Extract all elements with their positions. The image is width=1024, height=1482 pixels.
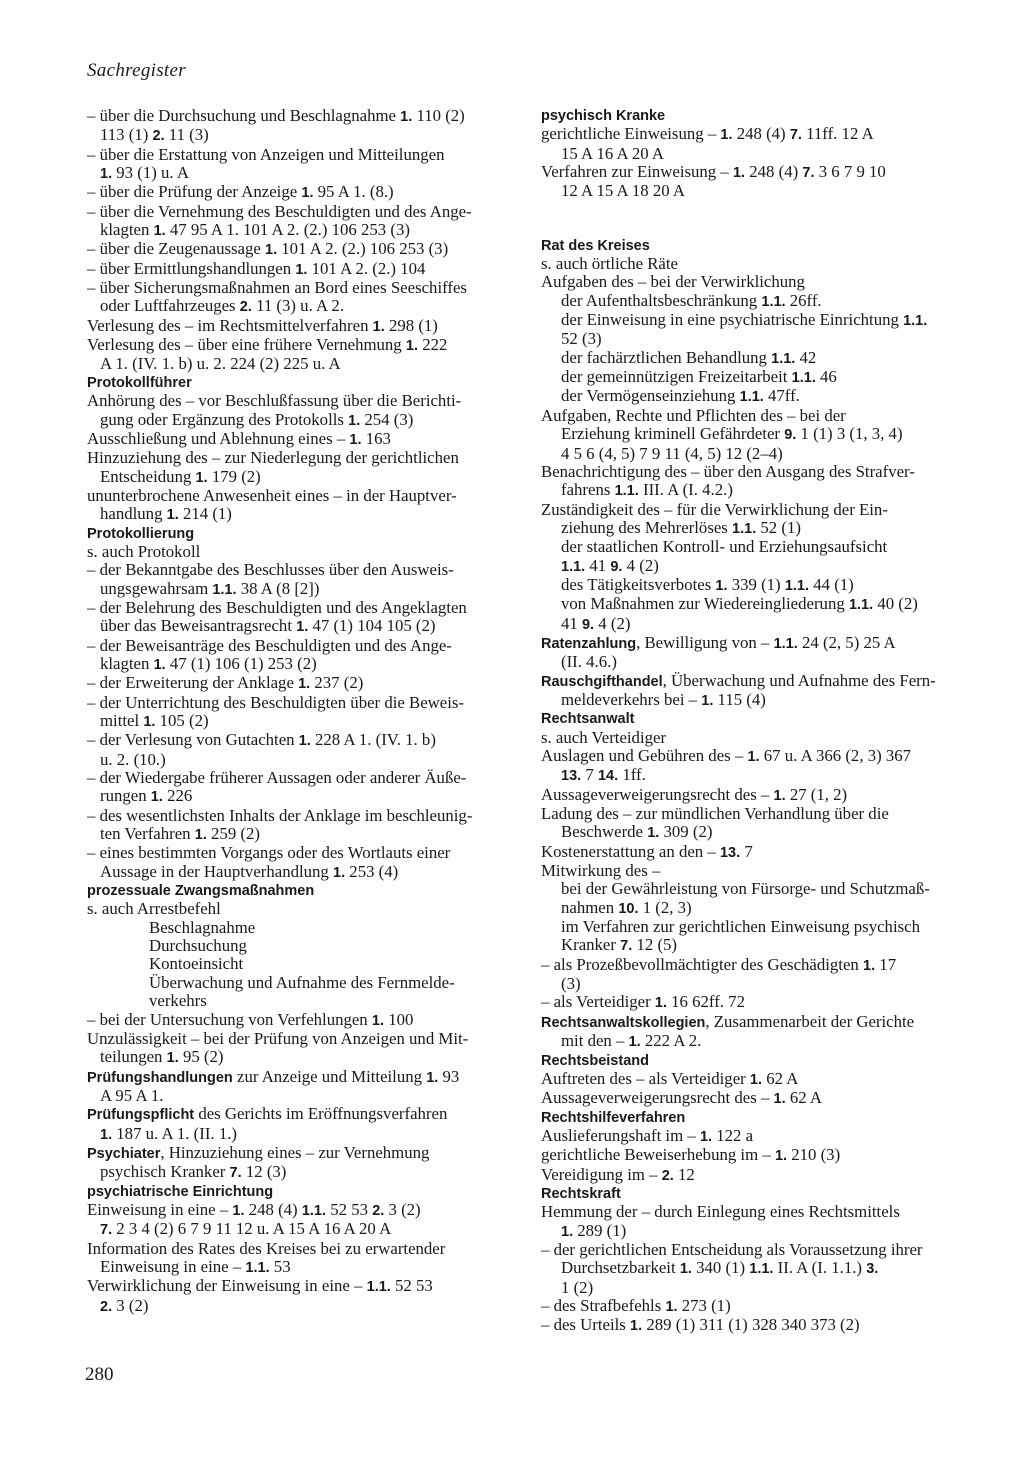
index-line: Kontoeinsicht: [149, 954, 244, 974]
index-line: 12 A 15 A 18 20 A: [561, 181, 686, 201]
index-line: klagten 1. 47 (1) 106 (1) 253 (2): [100, 653, 317, 673]
index-line: Beschwerde 1. 309 (2): [561, 822, 713, 842]
index-line: – der Belehrung des Beschuldigten und des Angeklagten: [87, 597, 467, 617]
index-line: s. auch örtliche Räte: [541, 254, 678, 274]
index-line: Rauschgifthandel, Überwachung und Aufnahme des Fern-: [541, 670, 936, 690]
index-heading: Rechtsbeistand: [541, 1052, 649, 1069]
index-line: Einweisung in eine – 1. 248 (4) 1.1. 52 53 2. 3 (2): [87, 1199, 421, 1219]
index-line: A 95 A 1.: [100, 1085, 164, 1105]
index-line: – über die Durchsuchung und Beschlagnahme 1. 110 (2): [87, 106, 465, 125]
index-line: Aussageverweigerungsrecht des – 1. 62 A: [541, 1088, 822, 1108]
index-line: teilungen 1. 95 (2): [100, 1047, 224, 1067]
index-line: – der Beweisanträge des Beschuldigten und des Ange-: [87, 635, 452, 655]
index-heading: psychiatrische Einrichtung: [87, 1183, 274, 1200]
index-line: Ladung des – zur mündlichen Verhandlung über die: [541, 804, 889, 824]
index-line: bei der Gewährleistung von Fürsorge- und Schutzmaß-: [561, 879, 930, 899]
index-line: im Verfahren zur gerichtlichen Einweisung psychisch: [561, 917, 920, 937]
index-line: der Vermögenseinziehung 1.1. 47ff.: [561, 386, 800, 406]
index-line: – der Erweiterung der Anklage 1. 237 (2): [87, 673, 364, 693]
index-line: s. auch Verteidiger: [541, 727, 667, 747]
index-line: Kostenerstattung an den – 13. 7: [541, 841, 753, 861]
index-line: der fachärztlichen Behandlung 1.1. 42: [561, 347, 817, 367]
page-number: 280: [85, 1364, 114, 1385]
index-line: Beschlagnahme: [149, 917, 256, 937]
index-line: psychisch Kranker 7. 12 (3): [100, 1162, 287, 1182]
index-heading: Rat des Kreises: [541, 237, 650, 254]
index-line: 15 A 16 A 20 A: [561, 143, 665, 163]
index-line: A 1. (IV. 1. b) u. 2. 224 (2) 225 u. A: [100, 354, 341, 374]
index-line: – eines bestimmten Vorgangs oder des Wortlauts einer: [87, 843, 451, 863]
index-line: – bei der Untersuchung von Verfehlungen 1. 100: [87, 1009, 414, 1029]
index-line: von Maßnahmen zur Wiedereingliederung 1.1. 40 (2): [561, 594, 918, 614]
index-line: Aufgaben, Rechte und Pflichten des – bei der: [541, 405, 846, 425]
index-line: – über die Prüfung der Anzeige 1. 95 A 1. (8.): [87, 182, 394, 202]
index-line: Unzulässigkeit – bei der Prüfung von Anzeigen und Mit-: [87, 1028, 469, 1048]
index-line: Aussage in der Hauptverhandlung 1. 253 (4): [100, 861, 399, 881]
index-line: Zuständigkeit des – für die Verwirklichung der Ein-: [541, 499, 888, 519]
index-line: 7. 2 3 4 (2) 6 7 9 11 12 u. A 15 A 16 A 20 A: [100, 1219, 392, 1239]
index-line: Hemmung der – durch Einlegung eines Rechtsmittels: [541, 1202, 900, 1222]
index-line: Verlesung des – über eine frühere Vernehmung 1. 222: [87, 335, 448, 355]
index-line: meldeverkehrs bei – 1. 115 (4): [561, 689, 766, 709]
index-line: – über die Erstattung von Anzeigen und Mitteilungen: [87, 144, 445, 164]
index-line: Prüfungspflicht des Gerichts im Eröffnungsverfahren: [87, 1104, 448, 1124]
index-line: rungen 1. 226: [100, 786, 193, 806]
index-line: Psychiater, Hinzuziehung eines – zur Vernehmung: [87, 1142, 430, 1162]
index-line: Auftreten des – als Verteidiger 1. 62 A: [541, 1068, 799, 1088]
running-header: Sachregister: [87, 60, 186, 81]
index-line: – der Bekanntgabe des Beschlusses über den Ausweis-: [87, 560, 454, 580]
index-line: Kranker 7. 12 (5): [561, 935, 678, 955]
index-heading: Protokollführer: [87, 374, 192, 391]
index-line: gung oder Ergänzung des Protokolls 1. 254 (3): [100, 409, 414, 429]
index-line: mittel 1. 105 (2): [100, 711, 209, 730]
index-line: – über die Zeugenaussage 1. 101 A 2. (2.) 106 253 (3): [87, 239, 449, 259]
index-line: Verwirklichung der Einweisung in eine – 1.1. 52 53: [87, 1276, 433, 1296]
index-line: verkehrs: [149, 991, 207, 1011]
index-line: Benachrichtigung des – über den Ausgang des Strafver-: [541, 461, 915, 481]
index-line: – der Verlesung von Gutachten 1. 228 A 1. (IV. 1. b): [87, 730, 436, 750]
index-line: – des Strafbefehls 1. 273 (1): [541, 1295, 731, 1315]
index-line: s. auch Protokoll: [87, 541, 201, 561]
index-line: – über Ermittlungshandlungen 1. 101 A 2. (2.) 104: [87, 258, 426, 278]
index-line: 1. 289 (1): [561, 1220, 627, 1240]
index-line: gerichtliche Beweiserhebung im – 1. 210 (3): [541, 1145, 841, 1165]
index-line: der gemeinnützigen Freizeitarbeit 1.1. 46: [561, 367, 837, 387]
index-line: – über Sicherungsmaßnahmen an Bord eines Seeschiffes: [87, 278, 467, 298]
index-line: Auslagen und Gebühren des – 1. 67 u. A 366 (2, 3) 367: [541, 746, 912, 765]
index-line: handlung 1. 214 (1): [100, 504, 232, 524]
index-line: 4 5 6 (4, 5) 7 9 11 (4, 5) 12 (2–4): [561, 443, 783, 463]
index-line: der Einweisung in eine psychiatrische Einrichtung 1.1.: [561, 310, 928, 330]
index-line: Verfahren zur Einweisung – 1. 248 (4) 7. 3 6 7 9 10: [541, 162, 886, 182]
index-line: über das Beweisantragsrecht 1. 47 (1) 104 105 (2): [100, 616, 436, 636]
index-line: Prüfungshandlungen zur Anzeige und Mitteilung 1. 93: [87, 1066, 460, 1086]
index-line: – des wesentlichsten Inhalts der Anklage im beschleunig-: [87, 805, 473, 825]
index-line: der staatlichen Kontroll- und Erziehungsaufsicht: [561, 537, 888, 557]
index-heading: Rechtsanwalt: [541, 711, 635, 728]
index-heading: Rechtskraft: [541, 1185, 621, 1202]
index-line: 1. 187 u. A 1. (II. 1.): [100, 1123, 238, 1143]
index-line: der Aufenthaltsbeschränkung 1.1. 26ff.: [561, 290, 822, 310]
index-line: – als Verteidiger 1. 16 62ff. 72: [541, 992, 745, 1012]
index-line: – der Unterrichtung des Beschuldigten über die Beweis-: [87, 692, 465, 712]
index-line: gerichtliche Einweisung – 1. 248 (4) 7. 11ff. 12 A: [541, 124, 874, 144]
index-line: fahrens 1.1. III. A (I. 4.2.): [561, 480, 733, 500]
index-line: ungsgewahrsam 1.1. 38 A (8 [2]): [100, 578, 320, 598]
index-line: Einweisung in eine – 1.1. 53: [100, 1256, 291, 1276]
index-line: Überwachung und Aufnahme des Fernmelde-: [149, 972, 455, 992]
index-line: Entscheidung 1. 179 (2): [100, 466, 261, 486]
index-line: des Tätigkeitsverbotes 1. 339 (1) 1.1. 44 (1): [561, 574, 854, 594]
index-line: Ratenzahlung, Bewilligung von – 1.1. 24 (2, 5) 25 A: [541, 632, 896, 652]
left-column: [87, 107, 515, 1316]
index-line: klagten 1. 47 95 A 1. 101 A 2. (2.) 106 253 (3): [100, 220, 410, 240]
index-heading: psychisch Kranke: [541, 108, 666, 124]
index-line: Hinzuziehung des – zur Niederlegung der gerichtlichen: [87, 448, 459, 468]
index-line: ziehung des Mehrerlöses 1.1. 52 (1): [561, 517, 801, 537]
index-heading: Rechtshilfeverfahren: [541, 1109, 686, 1126]
index-line: Ausschließung und Ablehnung eines – 1. 163: [87, 428, 391, 448]
index-line: Durchsetzbarkeit 1. 340 (1) 1.1. II. A (I. 1.1.) 3.: [561, 1258, 879, 1278]
index-line: oder Luftfahrzeuges 2. 11 (3) u. A 2.: [100, 296, 345, 316]
index-line: 1. 93 (1) u. A: [100, 163, 190, 183]
index-line: Anhörung des – vor Beschlußfassung über die Berichti-: [87, 391, 462, 411]
index-line: – als Prozeßbevollmächtigter des Geschädigten 1. 17: [541, 954, 897, 974]
index-line: – der gerichtlichen Entscheidung als Voraussetzung ihrer: [541, 1239, 923, 1259]
index-line: 1.1. 41 9. 4 (2): [561, 555, 659, 575]
index-line: Mitwirkung des –: [541, 861, 661, 881]
index-line: Aufgaben des – bei der Verwirklichung: [541, 272, 805, 292]
index-line: – des Urteils 1. 289 (1) 311 (1) 328 340 373 (2): [541, 1315, 860, 1335]
right-column: [541, 107, 968, 1336]
index-line: Information des Rates des Kreises bei zu erwartender: [87, 1238, 446, 1258]
index-line: Verlesung des – im Rechtsmittelverfahren 1. 298 (1): [87, 315, 438, 335]
index-line: s. auch Arrestbefehl: [87, 899, 221, 919]
spacer: [541, 201, 968, 237]
index-line: 1 (2): [561, 1277, 594, 1297]
index-line: 13. 7 14. 1ff.: [561, 765, 646, 785]
index-line: ununterbrochene Anwesenheit eines – in der Hauptver-: [87, 485, 457, 505]
index-line: mit den – 1. 222 A 2.: [561, 1031, 702, 1051]
index-heading: prozessuale Zwangsmaßnahmen: [87, 883, 315, 900]
index-line: (II. 4.6.): [561, 652, 617, 672]
index-line: nahmen 10. 1 (2, 3): [561, 897, 692, 917]
index-line: Aussageverweigerungsrecht des – 1. 27 (1, 2): [541, 784, 848, 804]
index-line: ten Verfahren 1. 259 (2): [100, 824, 260, 844]
index-line: (3): [561, 974, 581, 994]
index-line: 52 (3): [561, 329, 602, 349]
index-line: – der Wiedergabe früherer Aussagen oder anderer Äuße-: [87, 768, 467, 788]
index-line: 41 9. 4 (2): [561, 613, 631, 633]
index-line: Auslieferungshaft im – 1. 122 a: [541, 1125, 754, 1145]
index-line: Durchsuchung: [149, 936, 247, 956]
index-line: Vereidigung im – 2. 12: [541, 1164, 695, 1184]
index-line: 2. 3 (2): [100, 1295, 149, 1315]
index-line: – über die Vernehmung des Beschuldigten und des Ange-: [87, 201, 472, 221]
index-line: u. 2. (10.): [100, 749, 166, 769]
index-line: 113 (1) 2. 11 (3): [100, 125, 209, 145]
index-line: Rechtsanwaltskollegien, Zusammenarbeit der Gerichte: [541, 1011, 915, 1031]
index-line: Erziehung kriminell Gefährdeter 9. 1 (1) 3 (1, 3, 4): [561, 424, 903, 444]
index-heading: Protokollierung: [87, 525, 195, 542]
